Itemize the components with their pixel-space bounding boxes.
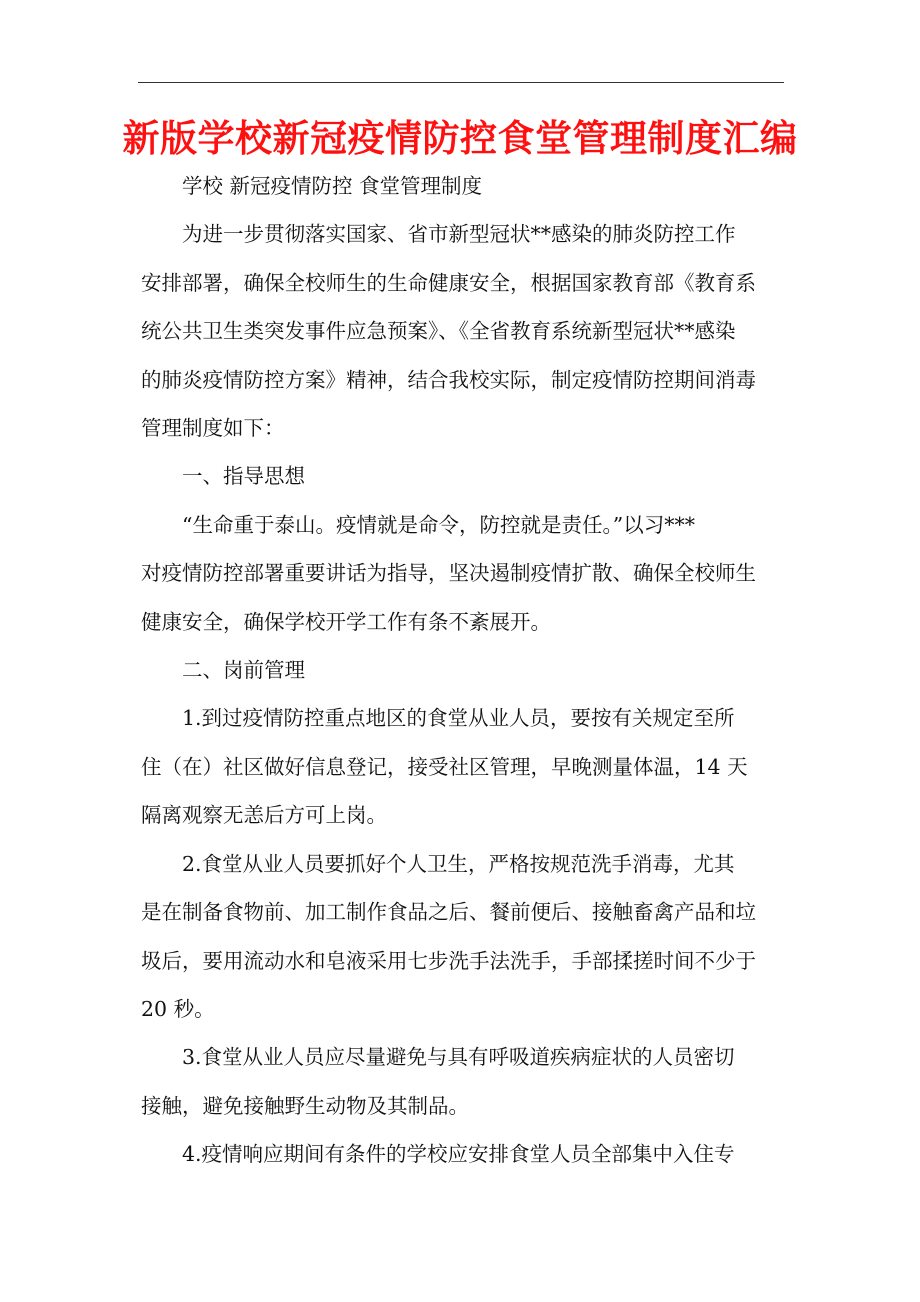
text-line: 20 秒。 — [141, 996, 215, 1021]
header-rule — [138, 82, 784, 83]
text-line: 住（在）社区做好信息登记，接受社区管理，早晚测量体温，14 天 — [141, 754, 748, 779]
document-subtitle: 学校 新冠疫情防控 食堂管理制度 — [182, 174, 483, 198]
text-line: 二、岗前管理 — [182, 658, 305, 683]
paragraph-guiding — [141, 501, 791, 646]
paragraph-item-2 — [141, 840, 791, 1034]
text-line: 为进一步贯彻落实国家、省市新型冠状**感染的肺炎防控工作 — [182, 222, 736, 247]
text-line: 对疫情防控部署重要讲话为指导，坚决遏制疫情扩散、确保全校师生 — [141, 561, 756, 586]
text-line: 1.到过疫情防控重点地区的食堂从业人员，要按有关规定至所 — [182, 706, 735, 731]
text-line: 隔离观察无恙后方可上岗。 — [141, 803, 387, 828]
paragraph-heading-1 — [141, 452, 791, 500]
text-line: “生命重于泰山。疫情就是命令，防控就是责任。”以习*** — [182, 512, 695, 537]
text-line: 4.疫情响应期间有条件的学校应安排食堂人员全部集中入住专 — [182, 1142, 735, 1167]
text-line: 管理制度如下： — [141, 416, 285, 441]
text-line: 安排部署，确保全校师生的生命健康安全，根据国家教育部《教育系 — [141, 270, 756, 295]
text-line: 健康安全，确保学校开学工作有条不紊展开。 — [141, 609, 551, 634]
text-line: 一、指导思想 — [182, 464, 305, 489]
text-line: 2.食堂从业人员要抓好个人卫生，严格按规范洗手消毒，尤其 — [182, 851, 735, 876]
paragraph-list — [141, 210, 791, 1178]
text-line: 是在制备食物前、加工制作食品之后、餐前便后、接触畜禽产品和垃 — [141, 900, 756, 925]
text-line: 接触，避免接触野生动物及其制品。 — [141, 1093, 469, 1118]
paragraph-intro — [141, 210, 791, 452]
document-body — [141, 162, 791, 1179]
document-title: 新版学校新冠疫情防控食堂管理制度汇编 — [122, 116, 798, 160]
text-line: 的肺炎疫情防控方案》精神，结合我校实际，制定疫情防控期间消毒 — [141, 367, 756, 392]
paragraph-heading-2 — [141, 646, 791, 694]
paragraph-item-1 — [141, 694, 791, 839]
paragraph-item-4 — [141, 1130, 791, 1178]
paragraph-item-3 — [141, 1033, 791, 1130]
text-line: 统公共卫生类突发事件应急预案》、《全省教育系统新型冠状**感染 — [141, 319, 736, 344]
text-line: 圾后，要用流动水和皂液采用七步洗手法洗手，手部揉搓时间不少于 — [141, 948, 756, 973]
text-line: 3.食堂从业人员应尽量避免与具有呼吸道疾病症状的人员密切 — [182, 1045, 735, 1070]
